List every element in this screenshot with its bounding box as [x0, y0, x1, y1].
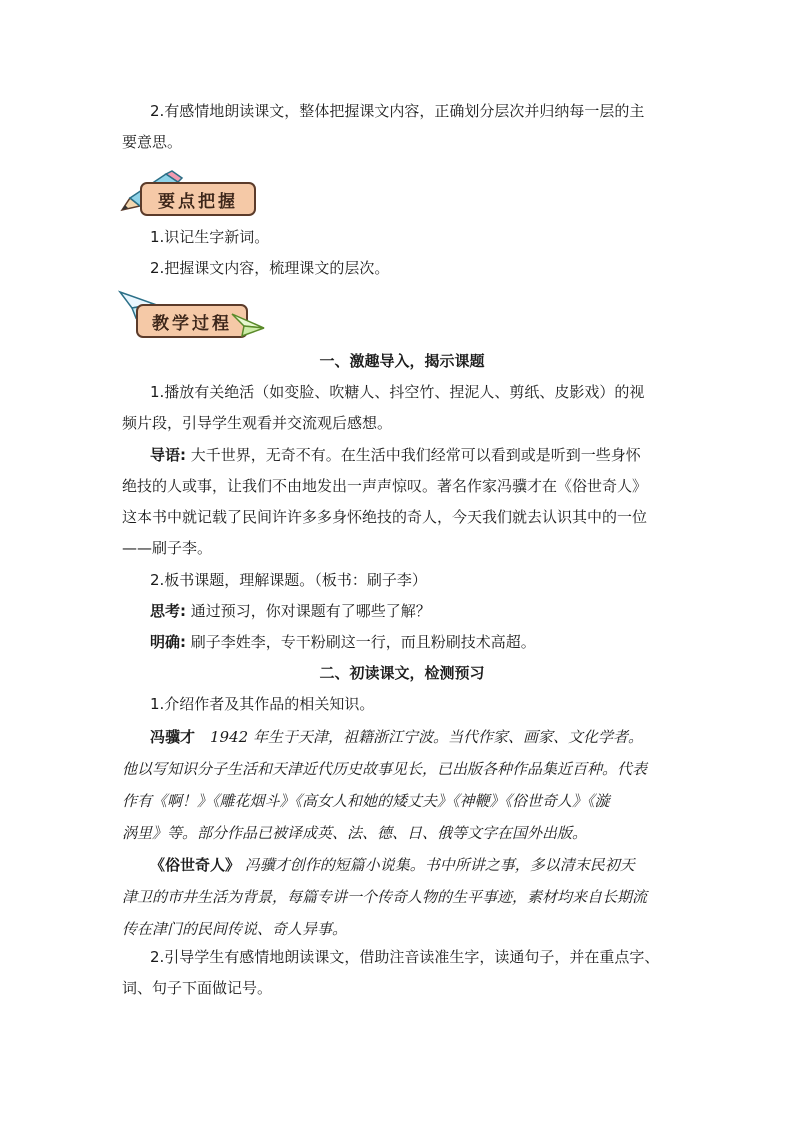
book-line-3: 传在津门的民间传说、奇人异事。 [122, 920, 348, 938]
book-label: 《俗世奇人》 [150, 856, 241, 874]
keypoints-badge [118, 170, 258, 218]
keypoint-2: 2.把握课文内容，梳理课文的层次。 [150, 259, 390, 277]
paper-plane-icon [230, 308, 266, 338]
process-badge-label: 教学过程 [136, 304, 248, 338]
intro-line-2: 绝技的人或事，让我们不由地发出一声声惊叹。著名作家冯骥才在《俗世奇人》 [122, 477, 648, 495]
author-label: 冯骥才 [150, 728, 196, 746]
author-text: 1942 年生于天津，祖籍浙江宁波。当代作家、画家、文化学者。 [195, 728, 643, 746]
objective-2-line-1: 2.有感情地朗读课文，整体把握课文内容，正确划分层次并归纳每一层的主 [150, 102, 645, 120]
section-2-p1: 1.介绍作者及其作品的相关知识。 [150, 695, 375, 713]
section-2-p2-line-1: 2.引导学生有感情地朗读课文，借助注音读准生字，读通句子，并在重点字、 [150, 948, 660, 966]
clear-text: 刷子李姓李，专干粉刷这一行，而且粉刷技术高超。 [186, 633, 536, 651]
keypoints-badge-label: 要点把握 [140, 182, 256, 216]
intro-line-4: ——刷子李。 [122, 539, 213, 557]
section-1-title: 一、激趣导入，揭示课题 [319, 352, 485, 370]
book-line-1 [122, 850, 682, 881]
intro-line-3: 这本书中就记载了民间许许多多身怀绝技的奇人，今天我们就去认识其中的一位 [122, 508, 648, 526]
keypoint-1: 1.识记生字新词。 [150, 228, 270, 246]
process-badge [118, 290, 268, 340]
section-1-p1-line-1: 1.播放有关绝活（如变脸、吹糖人、抖空竹、捏泥人、剪纸、皮影戏）的视 [150, 383, 645, 401]
section-1-p1-line-2: 频片段，引导学生观看并交流观后感想。 [122, 414, 393, 432]
author-line-4: 涡里》等。部分作品已被译成英、法、德、日、俄等文字在国外出版。 [122, 824, 588, 842]
think-label: 思考: [150, 602, 186, 620]
book-text: 冯骥才创作的短篇小说集。书中所讲之事，多以清末民初天 [240, 856, 635, 874]
intro-line-1 [122, 440, 682, 471]
intro-label: 导语: [150, 446, 186, 464]
author-line-2: 他以写知识分子生活和天津近代历史故事见长，已出版各种作品集近百种。代表 [122, 760, 648, 778]
section-1-p2: 2.板书课题，理解课题。（板书：刷子李） [150, 571, 427, 589]
clear-label: 明确: [150, 633, 186, 651]
intro-text: 大千世界，无奇不有。在生活中我们经常可以看到或是听到一些身怀 [186, 446, 641, 464]
author-line-1 [122, 722, 682, 753]
objective-2-line-2: 要意思。 [122, 133, 183, 151]
think-line [122, 596, 682, 627]
think-text: 通过预习，你对课题有了哪些了解？ [186, 602, 431, 620]
clear-line [122, 627, 682, 658]
section-2-title: 二、初读课文，检测预习 [319, 664, 485, 682]
book-line-2: 津卫的市井生活为背景，每篇专讲一个传奇人物的生平事迹，素材均来自长期流 [122, 888, 648, 906]
section-2-p2-line-2: 词、句子下面做记号。 [122, 979, 273, 997]
author-line-3: 作有《啊！》《雕花烟斗》《高女人和她的矮丈夫》《神鞭》《俗世奇人》《漩 [122, 792, 610, 810]
